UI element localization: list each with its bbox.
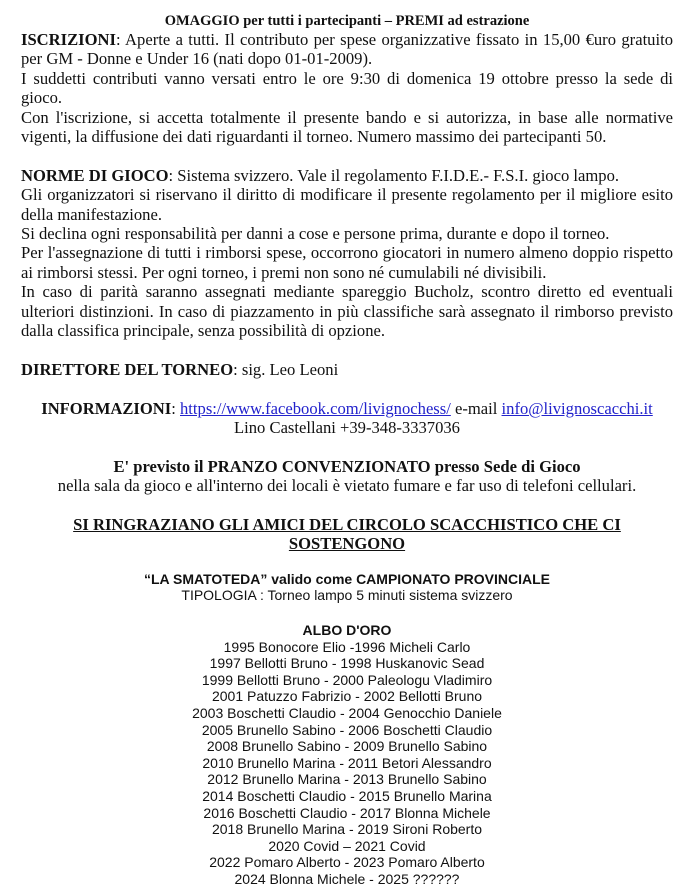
pranzo-section: [21, 457, 673, 496]
norme-paragraph: [21, 166, 673, 185]
smatoteda-section: [21, 571, 673, 604]
norme-text: : Sistema svizzero. Vale il regolamento F.I.D.E.- F.S.I. gioco lampo.: [168, 165, 620, 185]
document-page: [21, 12, 673, 888]
smatoteda-title: “LA SMATOTEDA” valido come CAMPIONATO PROVINCIALE: [143, 570, 551, 587]
albo-doro-title: ALBO D'ORO: [302, 622, 392, 639]
albo-doro-entry: 1995 Bonocore Elio -1996 Micheli Carlo: [223, 638, 471, 655]
pranzo-title: E' previsto il PRANZO CONVENZIONATO presso Sede di Gioco: [113, 456, 581, 476]
spacer: [21, 146, 673, 165]
albo-doro-entry: 2001 Patuzzo Fabrizio - 2002 Bellotti Bruno: [211, 688, 483, 705]
norme-section: [21, 166, 673, 341]
albo-doro-entry: 2014 Boschetti Claudio - 2015 Brunello Marina: [202, 788, 492, 805]
tipologia-line: TIPOLOGIA : Torneo lampo 5 minuti sistema svizzero: [181, 587, 513, 604]
albo-doro-entry: 1999 Bellotti Bruno - 2000 Paleologu Vladimiro: [201, 671, 493, 688]
albo-doro-entry: 2008 Brunello Sabino - 2009 Brunello Sabino: [206, 738, 488, 755]
albo-doro-entry: 2010 Brunello Marina - 2011 Betori Alessandro: [202, 754, 492, 771]
privacy-paragraph: Con l'iscrizione, si accetta totalmente il presente bando e si autorizza, in base alle normative vigenti, la diffusione dei dati riguardanti il torneo. Numero massimo dei partecipanti 50.: [21, 107, 673, 147]
albo-doro-entry: 2018 Brunello Marina - 2019 Sironi Roberto: [211, 821, 483, 838]
spacer: [21, 379, 673, 398]
spacer: [21, 604, 673, 622]
contributi-paragraph: I suddetti contributi vanno versati entro le ore 9:30 di domenica 19 ottobre presso la sede di gioco.: [21, 68, 673, 108]
direttore-label: DIRETTORE DEL TORNEO: [21, 359, 234, 379]
albo-doro-entry: 2005 Brunello Sabino - 2006 Boschetti Claudio: [201, 721, 493, 738]
iscrizioni-section: [21, 30, 673, 146]
organizzatori-paragraph: Gli organizzatori si riservano il diritto di modificare il presente regolamento per il migliore esito della manifestazione.: [21, 185, 673, 224]
albo-doro-entry: 2016 Boschetti Claudio - 2017 Blonna Michele: [203, 804, 491, 821]
albo-doro-list: [21, 639, 673, 888]
albo-doro-entry: 2020 Covid – 2021 Covid: [268, 837, 426, 854]
prizes-banner: OMAGGIO per tutti i partecipanti – PREMI ad estrazione: [164, 13, 530, 29]
albo-doro-section: [21, 622, 673, 888]
spacer: [21, 340, 673, 359]
separator: :: [171, 398, 180, 418]
iscrizioni-text: : Aperte a tutti. Il contributo per spese organizzative fissato in 15,00 €uro gratuito per GM - Donne e Under 16 (nati dopo 01-01-2009).: [21, 30, 673, 69]
norme-label: NORME DI GIOCO: [21, 165, 169, 185]
rimborsi-paragraph: Per l'assegnazione di tutti i rimborsi spese, occorrono giocatori in numero almeno doppio rispetto ai rimborsi stessi. Per ogni torneo, i premi non sono né cumulabili né divisibili.: [21, 243, 673, 282]
ringraziamenti-heading: SI RINGRAZIANO GLI AMICI DEL CIRCOLO SCACCHISTICO CHE CI SOSTENGONO: [73, 515, 621, 554]
albo-doro-entry: 2012 Brunello Marina - 2013 Brunello Sabino: [207, 771, 487, 788]
albo-doro-entry: 2022 Pomaro Alberto - 2023 Pomaro Alberto: [209, 854, 485, 871]
facebook-link[interactable]: https://www.facebook.com/livignochess/: [180, 398, 451, 418]
direttore-name: : sig. Leo Leoni: [233, 359, 339, 379]
email-link[interactable]: info@livignoscacchi.it: [501, 398, 653, 418]
responsabilita-paragraph: Si declina ogni responsabilità per danni a cose e persone prima, durante e dopo il torneo.: [21, 224, 610, 244]
email-label: e-mail: [450, 398, 502, 418]
informazioni-line: [21, 399, 673, 418]
albo-doro-entry: 2003 Boschetti Claudio - 2004 Genocchio Daniele: [192, 705, 502, 722]
albo-doro-entry: 2024 Blonna Michele - 2025 ??????: [234, 870, 460, 887]
albo-doro-entry: 1997 Bellotti Bruno - 1998 Huskanovic Sead: [209, 655, 485, 672]
divieti-text: nella sala da gioco e all'interno dei locali è vietato fumare e far uso di telefoni cellulari.: [57, 476, 637, 496]
direttore-paragraph: [21, 360, 673, 379]
iscrizioni-paragraph: [21, 30, 673, 69]
parita-paragraph: In caso di parità saranno assegnati mediante spareggio Bucholz, scontro diretto ed eventuali ulteriori distinzioni. In caso di piazzamento in più classifiche sarà assegnato il rimborso previsto dalla classifica principale, senza possibilità di opzione.: [21, 282, 673, 341]
spacer: [21, 496, 673, 515]
spacer: [21, 437, 673, 456]
informazioni-label: INFORMAZIONI: [41, 398, 172, 418]
informazioni-section: [21, 399, 673, 438]
iscrizioni-label: ISCRIZIONI: [21, 30, 116, 49]
contact-line: Lino Castellani +39-348-3337036: [234, 418, 460, 438]
